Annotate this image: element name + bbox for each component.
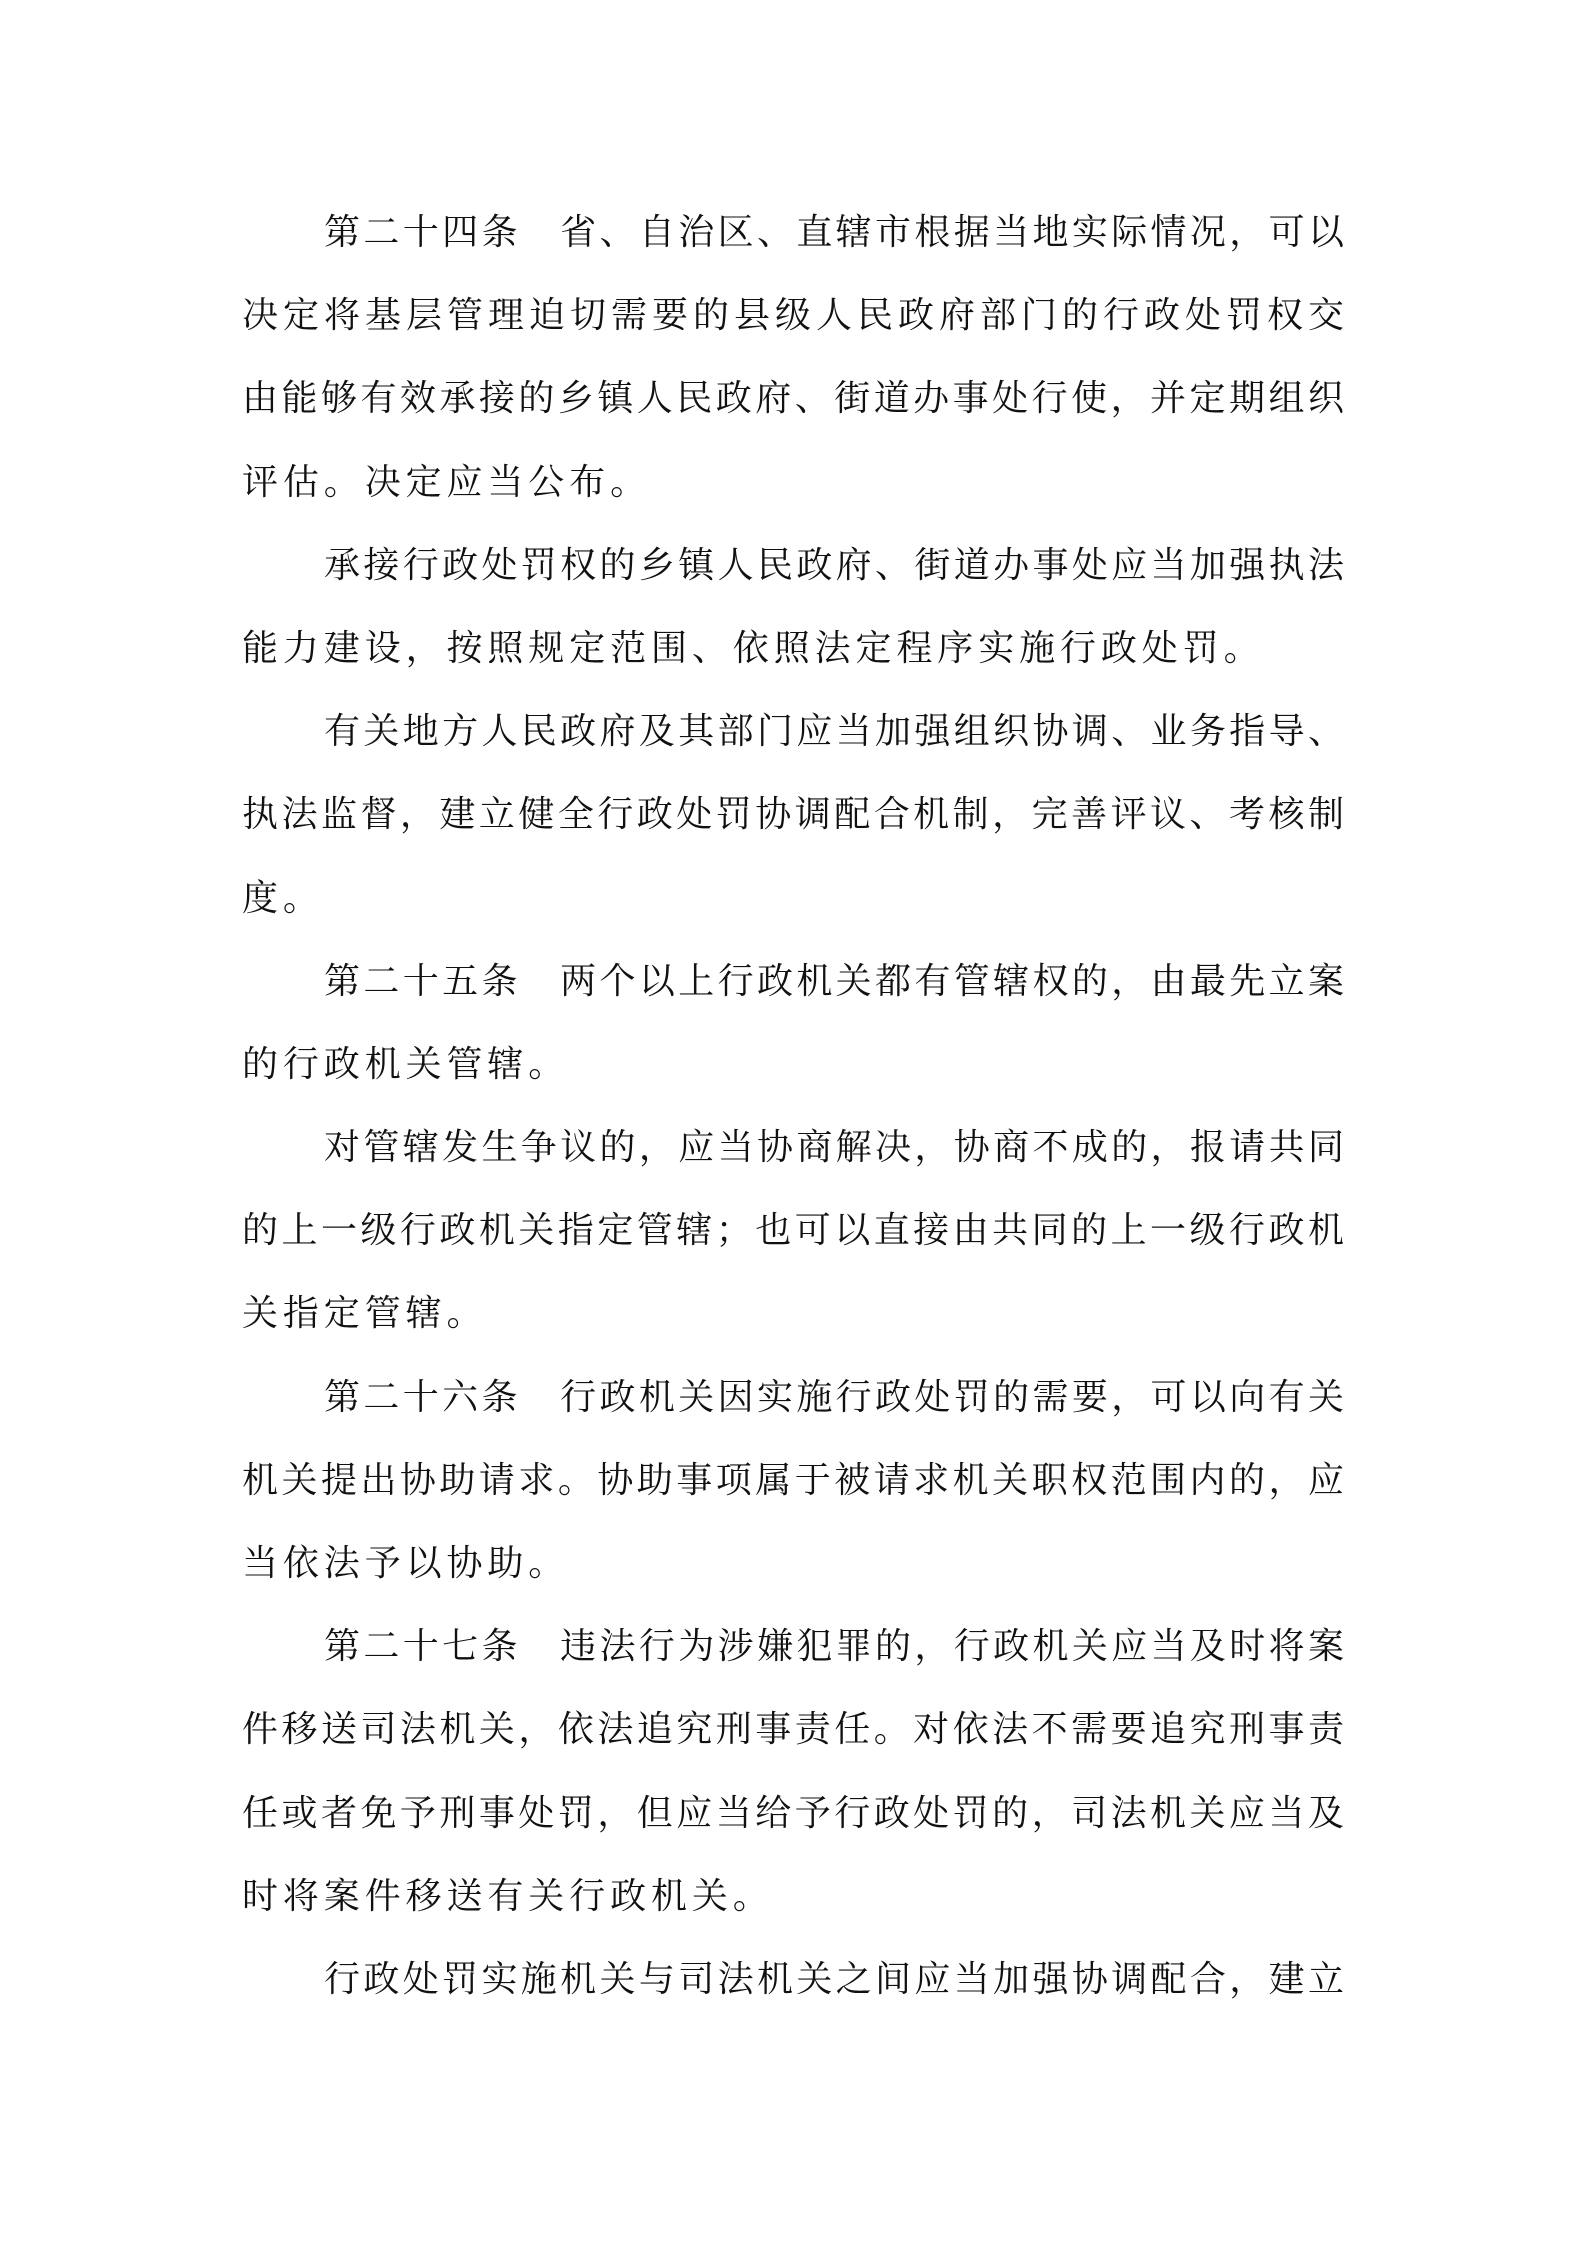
paragraph-article-25	[242, 954, 1344, 1120]
text-line: 第二十五条 两个以上行政机关都有管辖权的，由最先立案	[324, 960, 1344, 1002]
text-line: 有关地方人民政府及其部门应当加强组织协调、业务指导、	[324, 711, 1344, 753]
text-line: 评估。决定应当公布。	[242, 461, 652, 503]
text-line: 决定将基层管理迫切需要的县级人民政府部门的行政处罚权交	[242, 295, 1344, 337]
paragraph-article-25-clause-2	[242, 1120, 1344, 1370]
text-line: 的行政机关管辖。	[242, 1043, 570, 1085]
text-line: 任或者免予刑事处罚，但应当给予行政处罚的，司法机关应当及	[242, 1792, 1344, 1834]
text-line: 度。	[242, 877, 324, 919]
text-line: 件移送司法机关，依法追究刑事责任。对依法不需要追究刑事责	[242, 1709, 1344, 1751]
text-line: 第二十七条 违法行为涉嫌犯罪的，行政机关应当及时将案	[324, 1626, 1344, 1668]
text-line: 当依法予以协助。	[242, 1543, 570, 1584]
text-line: 能力建设，按照规定范围、依照法定程序实施行政处罚。	[242, 627, 1265, 669]
text-line: 机关提出协助请求。协助事项属于被请求机关职权范围内的，应	[242, 1459, 1344, 1501]
text-line: 对管辖发生争议的，应当协商解决，协商不成的，报请共同	[324, 1127, 1344, 1169]
text-line: 由能够有效承接的乡镇人民政府、街道办事处行使，并定期组织	[242, 378, 1344, 420]
paragraph-article-24	[242, 205, 1344, 538]
text-line: 第二十六条 行政机关因实施行政处罚的需要，可以向有关	[324, 1376, 1344, 1418]
text-line: 的上一级行政机关指定管辖；也可以直接由共同的上一级行政机	[242, 1210, 1344, 1252]
paragraph-article-24-clause-3	[242, 704, 1344, 954]
paragraph-article-26	[242, 1370, 1344, 1620]
text-line: 行政处罚实施机关与司法机关之间应当加强协调配合，建立	[324, 1958, 1344, 2000]
text-line: 时将案件移送有关行政机关。	[242, 1875, 774, 1917]
paragraph-article-27-clause-2	[242, 1952, 1344, 2035]
text-line: 执法监督，建立健全行政处罚协调配合机制，完善评议、考核制	[242, 794, 1344, 836]
paragraph-article-27	[242, 1619, 1344, 1952]
text-line: 关指定管辖。	[242, 1293, 488, 1335]
document-body	[242, 205, 1344, 2035]
paragraph-article-24-clause-2	[242, 538, 1344, 704]
text-line: 承接行政处罚权的乡镇人民政府、街道办事处应当加强执法	[324, 544, 1344, 586]
text-line: 第二十四条 省、自治区、直辖市根据当地实际情况，可以	[324, 212, 1344, 253]
